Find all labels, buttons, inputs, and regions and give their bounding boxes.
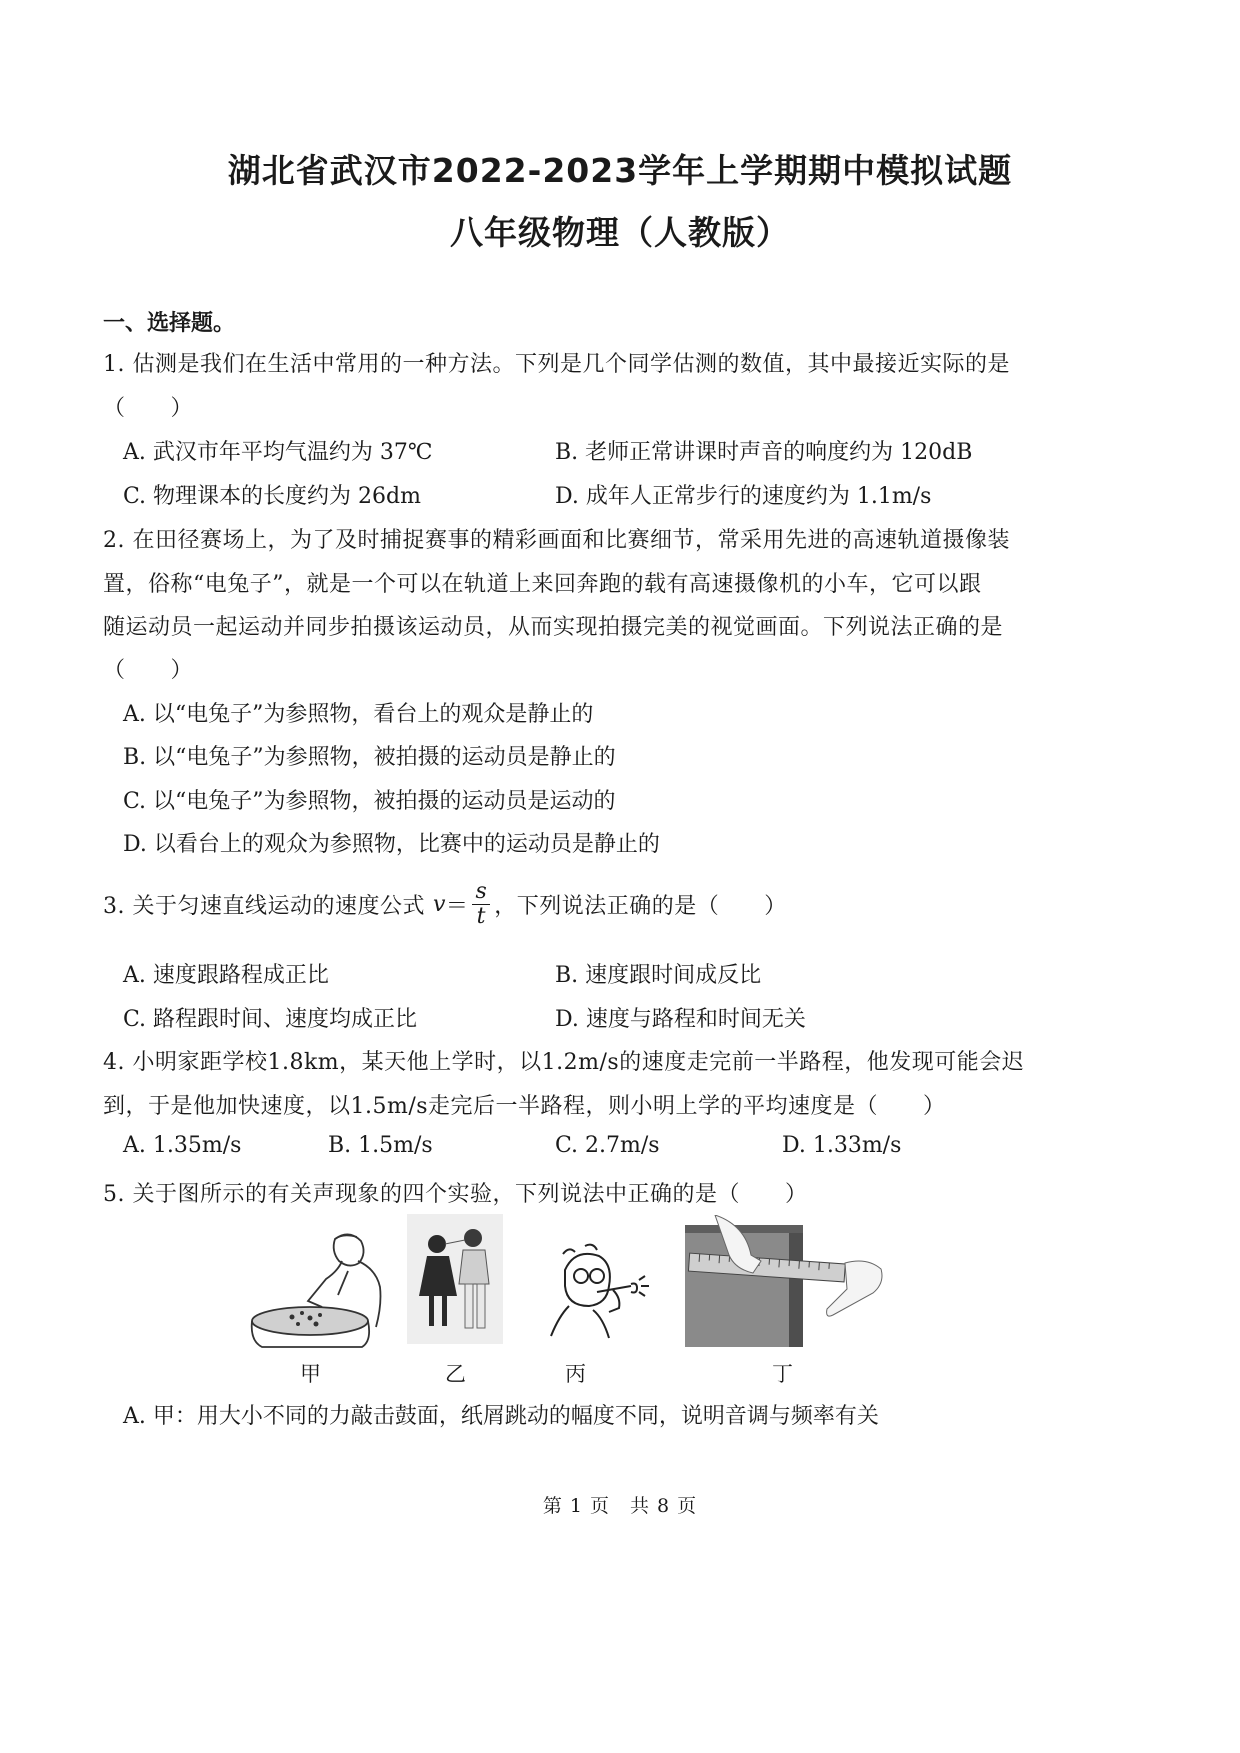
q5-option-a: A. 甲：用大小不同的力敲击鼓面，纸屑跳动的幅度不同，说明音调与频率有关 <box>123 1404 879 1429</box>
q1-option-d: D. 成年人正常步行的速度约为 1.1m/s <box>555 484 932 509</box>
q2-option-a: A. 以“电兔子”为参照物，看台上的观众是静止的 <box>123 702 594 727</box>
q1-option-a: A. 武汉市年平均气温约为 37℃ <box>123 440 433 465</box>
q3-formula-numerator: s <box>472 880 490 905</box>
q3-formula-eq: ＝ <box>445 894 469 920</box>
section-heading: 一、选择题。 <box>103 311 236 336</box>
q1-option-c: C. 物理课本的长度约为 26dm <box>123 484 421 509</box>
q2-option-b: B. 以“电兔子”为参照物，被拍摄的运动员是静止的 <box>123 745 616 770</box>
q3-formula-denominator: t <box>476 904 486 930</box>
q4-stem-line2: 到，于是他加快速度，以1.5m/s走完后一半路程，则小明上学的平均速度是（ ） <box>103 1094 946 1119</box>
q1-option-b: B. 老师正常讲课时声音的响度约为 120dB <box>555 440 973 465</box>
q2-option-c: C. 以“电兔子”为参照物，被拍摄的运动员是运动的 <box>123 789 616 814</box>
q5-stem: 5. 关于图所示的有关声现象的四个实验，下列说法中正确的是（ ） <box>103 1182 808 1207</box>
q3-formula-v: v <box>432 892 446 918</box>
q4-option-d: D. 1.33m/s <box>782 1133 902 1158</box>
figure-caption-ding: 丁 <box>772 1362 793 1386</box>
q1-stem: 1. 估测是我们在生活中常用的一种方法。下列是几个同学估测的数值，其中最接近实际的是 <box>103 352 1010 377</box>
q3-option-b: B. 速度跟时间成反比 <box>555 963 762 988</box>
q2-stem-line3: 随运动员一起运动并同步拍摄该运动员，从而实现拍摄完美的视觉画面。下列说法正确的是 <box>103 615 1004 640</box>
q3-stem-pre: 3. 关于匀速直线运动的速度公式 <box>103 894 425 920</box>
figure-whistle-experiment <box>535 1240 655 1345</box>
q3-option-a: A. 速度跟路程成正比 <box>123 963 329 988</box>
figure-string-phone-experiment <box>407 1214 503 1344</box>
figure-caption-jia: 甲 <box>300 1362 321 1386</box>
q2-option-d: D. 以看台上的观众为参照物，比赛中的运动员是静止的 <box>123 832 660 857</box>
q2-stem-line1: 2. 在田径赛场上，为了及时捕捉赛事的精彩画面和比赛细节，常采用先进的高速轨道摄像装 <box>103 528 1010 553</box>
q4-option-c: C. 2.7m/s <box>555 1133 660 1158</box>
figure-caption-bing: 丙 <box>565 1362 586 1386</box>
q2-answer-paren: （ ） <box>103 658 194 683</box>
q4-stem-line1: 4. 小明家距学校1.8km，某天他上学时，以1.2m/s的速度走完前一半路程，他发现可能会迟 <box>103 1050 1025 1075</box>
q3-option-d: D. 速度与路程和时间无关 <box>555 1007 806 1032</box>
page-subtitle: 八年级物理（人教版） <box>450 213 790 252</box>
figure-drum-experiment <box>250 1225 385 1350</box>
figure-caption-yi: 乙 <box>445 1362 466 1386</box>
q3-stem-post: ，下列说法正确的是（ ） <box>494 894 787 920</box>
q3-formula-fraction <box>472 880 490 929</box>
q1-answer-paren: （ ） <box>103 396 194 421</box>
q4-option-a: A. 1.35m/s <box>123 1133 242 1158</box>
q3-option-c: C. 路程跟时间、速度均成正比 <box>123 1007 418 1032</box>
q3-stem <box>103 880 787 929</box>
q4-option-b: B. 1.5m/s <box>328 1133 433 1158</box>
page-footer: 第 1 页 共 8 页 <box>542 1495 698 1517</box>
q2-stem-line2: 置，俗称“电兔子”，就是一个可以在轨道上来回奔跑的载有高速摄像机的小车，它可以跟 <box>103 572 982 597</box>
page-title: 湖北省武汉市2022-2023学年上学期期中模拟试题 <box>227 151 1013 190</box>
figure-ruler-experiment <box>685 1215 885 1347</box>
